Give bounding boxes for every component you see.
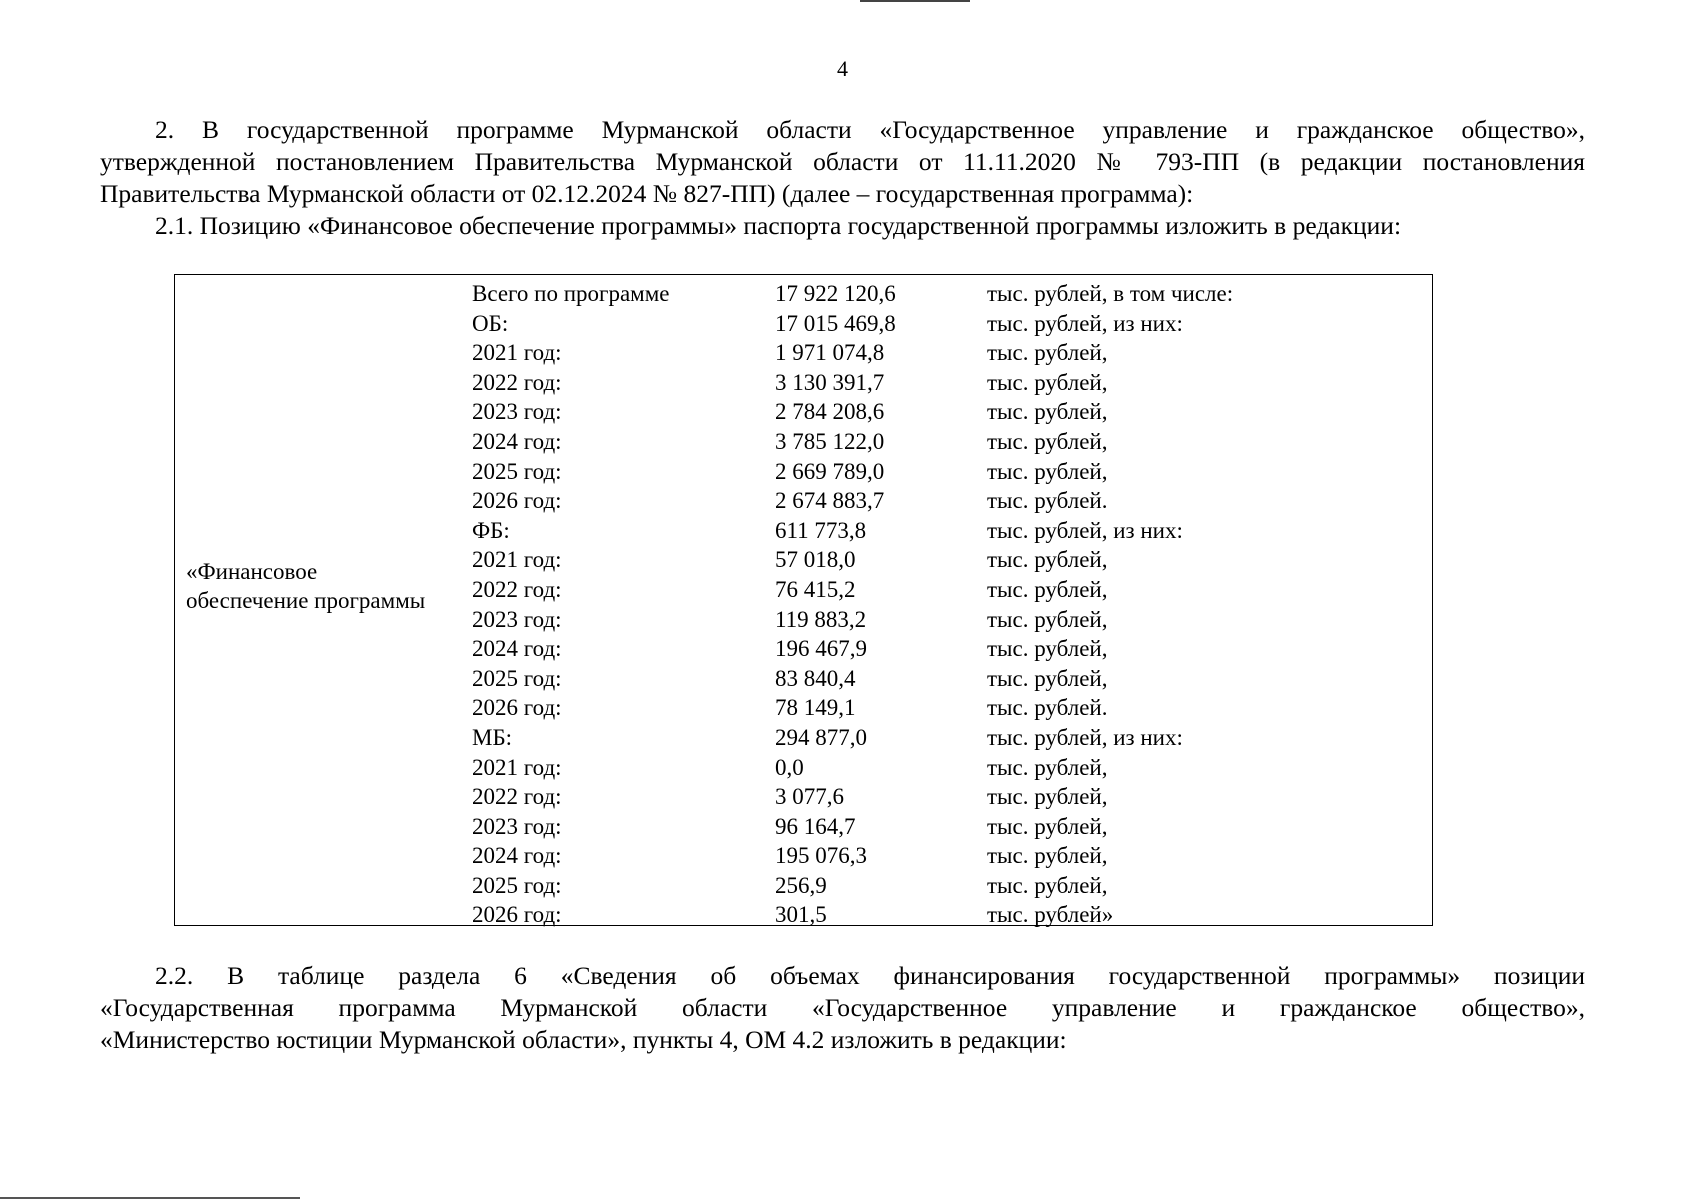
row-label-cell: 2024 год: (472, 636, 562, 662)
row-label-cell: ФБ: (472, 517, 510, 543)
row-unit-cell: тыс. рублей. (987, 488, 1108, 514)
paragraph-2-2 (100, 960, 1585, 1056)
row-unit-cell: тыс. рублей, из них: (987, 517, 1183, 543)
row-value-cell: 256,9 (775, 872, 827, 898)
row-label-cell: МБ: (472, 724, 513, 750)
row-value-cell: 0,0 (775, 754, 804, 780)
label-line: «Финансовое (186, 559, 318, 584)
finance-row (472, 457, 1432, 487)
paragraph-line: «Министерство юстиции Мурманской области», пункты 4, ОМ 4.2 изложить в редакции: (100, 1025, 1067, 1054)
row-value-cell: 57 018,0 (775, 547, 856, 573)
row-label-cell: 2026 год: (472, 488, 562, 514)
scan-artifact-top (860, 0, 970, 2)
paragraph-line: утвержденной постановлением Правительства Мурманской области от 11.11.2020 № 793-ПП (в редакции постановления (100, 147, 1585, 176)
finance-row (472, 486, 1432, 516)
paragraph-line: 2. В государственной программе Мурманской области «Государственное управление и гражданское общество», (155, 115, 1585, 144)
row-unit-cell: тыс. рублей, (987, 547, 1108, 573)
finance-table-position-label (186, 557, 446, 615)
row-value-cell: 2 784 208,6 (775, 399, 885, 425)
finance-row (472, 368, 1432, 398)
finance-row (472, 634, 1432, 664)
row-label-cell: ОБ: (472, 310, 509, 336)
row-value-cell: 3 077,6 (775, 784, 844, 810)
row-unit-cell: тыс. рублей» (987, 902, 1114, 928)
row-value-cell: 3 130 391,7 (775, 369, 885, 395)
label-line: обеспечение программы (186, 588, 426, 613)
paragraph-line: Правительства Мурманской области от 02.12.2024 № 827-ПП) (далее – государственная программа): (100, 179, 1194, 208)
finance-row (472, 871, 1432, 901)
row-value-cell: 96 164,7 (775, 813, 856, 839)
row-label-cell: 2021 год: (472, 340, 562, 366)
row-unit-cell: тыс. рублей, (987, 872, 1108, 898)
row-label-cell: 2024 год: (472, 428, 562, 454)
row-label-cell: 2025 год: (472, 458, 562, 484)
finance-row (472, 427, 1432, 457)
row-value-cell: 1 971 074,8 (775, 340, 885, 366)
scan-artifact-bottom (0, 1197, 300, 1199)
row-unit-cell: тыс. рублей, (987, 340, 1108, 366)
finance-row (472, 664, 1432, 694)
row-label-cell: 2025 год: (472, 665, 562, 691)
row-unit-cell: тыс. рублей, (987, 843, 1108, 869)
finance-row (472, 545, 1432, 575)
finance-row (472, 338, 1432, 368)
row-unit-cell: тыс. рублей, (987, 428, 1108, 454)
finance-row (472, 812, 1432, 842)
row-value-cell: 78 149,1 (775, 695, 856, 721)
finance-row (472, 841, 1432, 871)
row-label-cell: 2022 год: (472, 576, 562, 602)
row-label-cell: 2025 год: (472, 872, 562, 898)
paragraph-amendment-intro (100, 114, 1585, 210)
finance-row (472, 309, 1432, 339)
row-value-cell: 119 883,2 (775, 606, 867, 632)
row-unit-cell: тыс. рублей, (987, 576, 1108, 602)
row-value-cell: 83 840,4 (775, 665, 856, 691)
row-value-cell: 611 773,8 (775, 517, 867, 543)
row-value-cell: 17 922 120,6 (775, 281, 896, 306)
finance-row (472, 693, 1432, 723)
finance-table (174, 274, 1433, 926)
finance-row (472, 782, 1432, 812)
row-label-cell: 2023 год: (472, 606, 562, 632)
row-unit-cell: тыс. рублей, в том числе: (987, 281, 1234, 306)
row-value-cell: 195 076,3 (775, 843, 867, 869)
row-unit-cell: тыс. рублей, (987, 813, 1108, 839)
row-label-cell: 2023 год: (472, 399, 562, 425)
row-value-cell: 3 785 122,0 (775, 428, 885, 454)
finance-row (472, 279, 1432, 309)
paragraph-2-1: 2.1. Позицию «Финансовое обеспечение программы» паспорта государственной программы изложить в редакции: (155, 211, 1402, 240)
row-label-cell: 2022 год: (472, 369, 562, 395)
row-unit-cell: тыс. рублей, (987, 636, 1108, 662)
finance-row (472, 605, 1432, 635)
row-label-cell: 2021 год: (472, 547, 562, 573)
row-unit-cell: тыс. рублей, (987, 369, 1108, 395)
row-unit-cell: тыс. рублей, (987, 458, 1108, 484)
row-value-cell: 301,5 (775, 902, 827, 928)
row-label-cell: 2022 год: (472, 784, 562, 810)
page-number: 4 (837, 56, 848, 81)
row-value-cell: 2 669 789,0 (775, 458, 885, 484)
row-label-cell: 2026 год: (472, 695, 562, 721)
row-unit-cell: тыс. рублей, (987, 606, 1108, 632)
row-value-cell: 76 415,2 (775, 576, 856, 602)
finance-row (472, 723, 1432, 753)
row-unit-cell: тыс. рублей, из них: (987, 724, 1183, 750)
row-unit-cell: тыс. рублей, (987, 399, 1108, 425)
row-label-cell: 2021 год: (472, 754, 562, 780)
finance-row (472, 397, 1432, 427)
paragraph-line: 2.2. В таблице раздела 6 «Сведения об объемах финансирования государственной программы» позиции (155, 961, 1585, 990)
row-label-cell: 2026 год: (472, 902, 562, 928)
row-label-cell: 2024 год: (472, 843, 562, 869)
row-unit-cell: тыс. рублей, (987, 784, 1108, 810)
row-label-cell: Всего по программе (472, 281, 670, 306)
finance-row (472, 575, 1432, 605)
row-unit-cell: тыс. рублей, (987, 665, 1108, 691)
row-unit-cell: тыс. рублей. (987, 695, 1108, 721)
finance-row (472, 516, 1432, 546)
finance-table-rows (472, 279, 1432, 930)
paragraph-line: «Государственная программа Мурманской области «Государственное управление и гражданское общество», (100, 993, 1585, 1022)
row-unit-cell: тыс. рублей, (987, 754, 1108, 780)
row-value-cell: 17 015 469,8 (775, 310, 896, 336)
row-value-cell: 2 674 883,7 (775, 488, 885, 514)
row-unit-cell: тыс. рублей, из них: (987, 310, 1183, 336)
finance-row (472, 753, 1432, 783)
row-value-cell: 294 877,0 (775, 724, 867, 750)
row-value-cell: 196 467,9 (775, 636, 867, 662)
row-label-cell: 2023 год: (472, 813, 562, 839)
finance-row (472, 900, 1432, 930)
